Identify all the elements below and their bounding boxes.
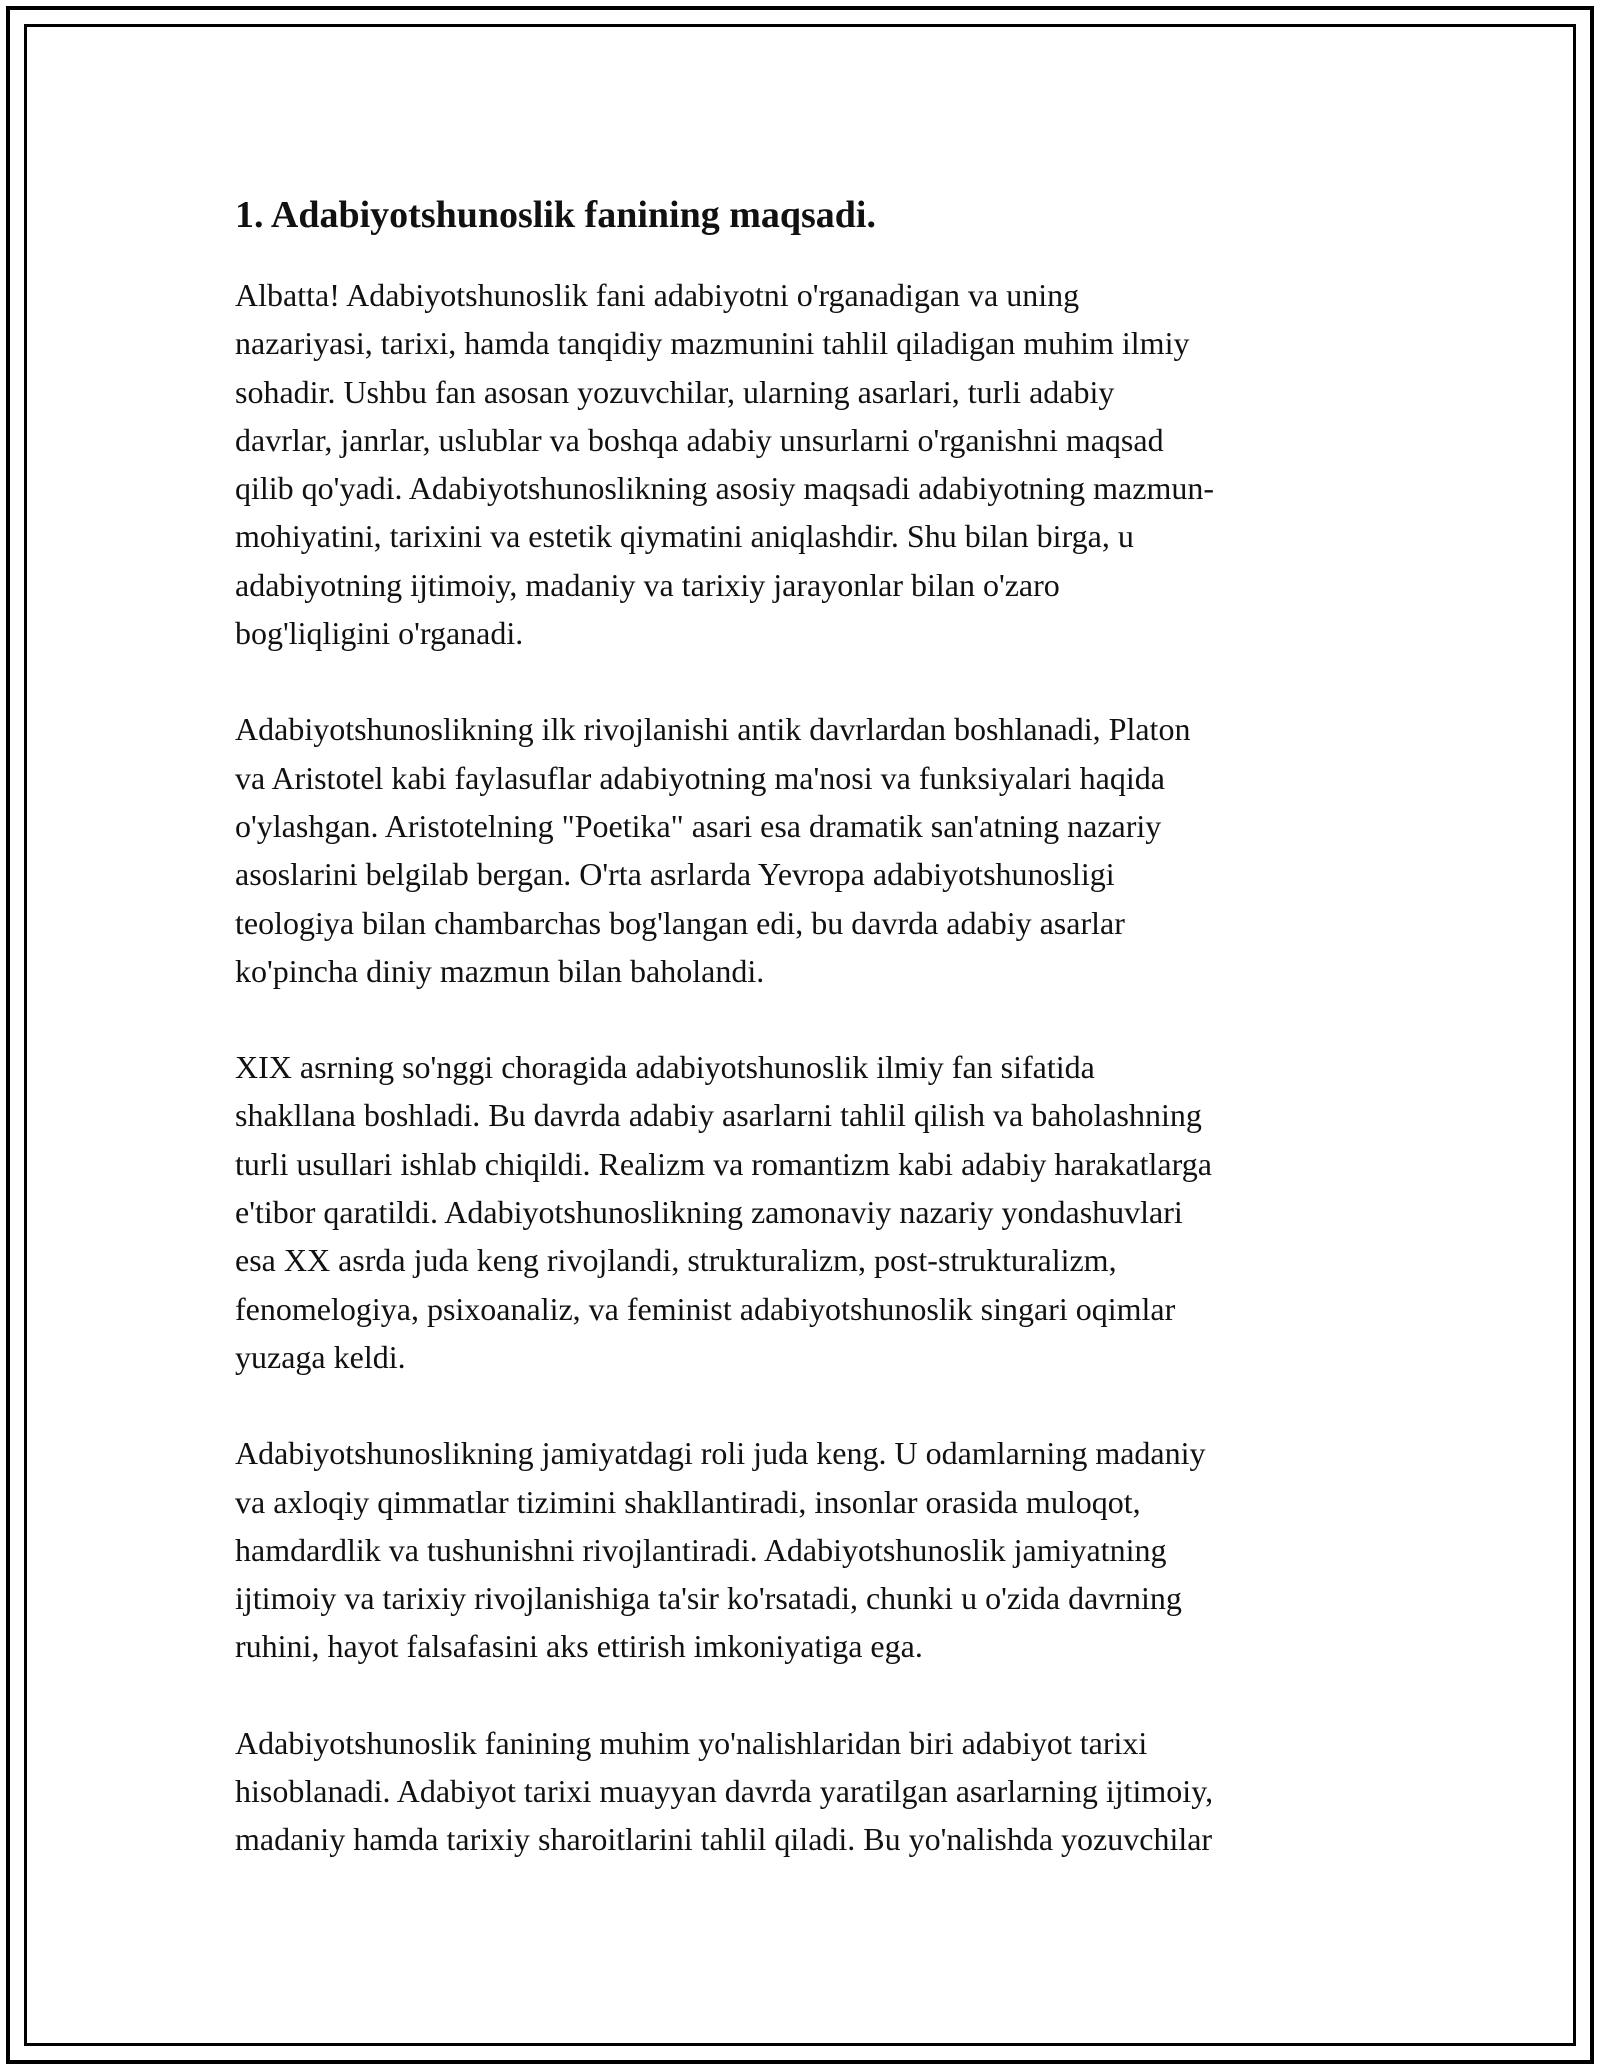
- paragraph-5: Adabiyotshunoslik fanining muhim yo'nalishlaridan biri adabiyot tarixi hisoblanadi. Adabiyot tarixi muayyan davrda yaratilgan asarlarning ijtimoiy, madaniy hamda tarixiy sharoitlarini tahlil qiladi. Bu yo'nalishda yozuvchilar: [235, 1724, 1214, 1858]
- paragraph-2: Adabiyotshunoslikning ilk rivojlanishi antik davrlardan boshlanadi, Platon va Aristotel kabi faylasuflar adabiyotning ma'nosi va funksiyalari haqida o'ylashgan. Aristotelning "Poetika" asari esa dramatik san'atning nazariy asoslarini belgilab bergan. O'rta asrlarda Yevropa adabiyotshunosligi teologiya bilan chambarchas bog'langan edi, bu davrda adabiy asarlar ko'pincha diniy mazmun bilan baholandi.: [235, 711, 1191, 989]
- paragraph-3: XIX asrning so'nggi choragida adabiyotshunoslik ilmiy fan sifatida shakllana boshladi. Bu davrda adabiy asarlarni tahlil qilish va baholashning turli usullari ishlab chiqildi. Realizm va romantizm kabi adabiy harakatlarga e'tibor qaratildi. Adabiyotshunoslikning zamonaviy nazariy yondashuvlari esa XX asrda juda keng rivojlandi, strukturalizm, post-strukturalizm, fenomelogiya, psixoanaliz, va feminist adabiyotshunoslik singari oqimlar yuzaga keldi.: [235, 1049, 1212, 1375]
- section-heading: 1. Adabiyotshunoslik fanining maqsadi.: [235, 194, 876, 236]
- paragraph-4: Adabiyotshunoslikning jamiyatdagi roli juda keng. U odamlarning madaniy va axloqiy qimmatlar tizimini shakllantiradi, insonlar orasida muloqot, hamdardlik va tushunishni rivojlantiradi. Adabiyotshunoslik jamiyatning ijtimoiy va tarixiy rivojlanishiga ta'sir ko'rsatadi, chunki u o'zida davrning ruhini, hayot falsafasini aks ettirish imkoniyatiga ega.: [235, 1435, 1206, 1665]
- document-body: [235, 185, 1375, 1912]
- paragraph-1: Albatta! Adabiyotshunoslik fani adabiyotni o'rganadigan va uning nazariyasi, tarixi, hamda tanqidiy mazmunini tahlil qiladigan muhim ilmiy sohadir. Ushbu fan asosan yozuvchilar, ularning asarlari, turli adabiy davrlar, janrlar, uslublar va boshqa adabiy unsurlarni o'rganishni maqsad qilib qo'yadi. Adabiyotshunoslikning asosiy maqsadi adabiyotning mazmun- mohiyatini, tarixini va estetik qiymatini aniqlashdir. Shu bilan birga, u adabiyotning ijtimoiy, madaniy va tarixiy jarayonlar bilan o'zaro bog'liqligini o'rganadi.: [235, 277, 1214, 652]
